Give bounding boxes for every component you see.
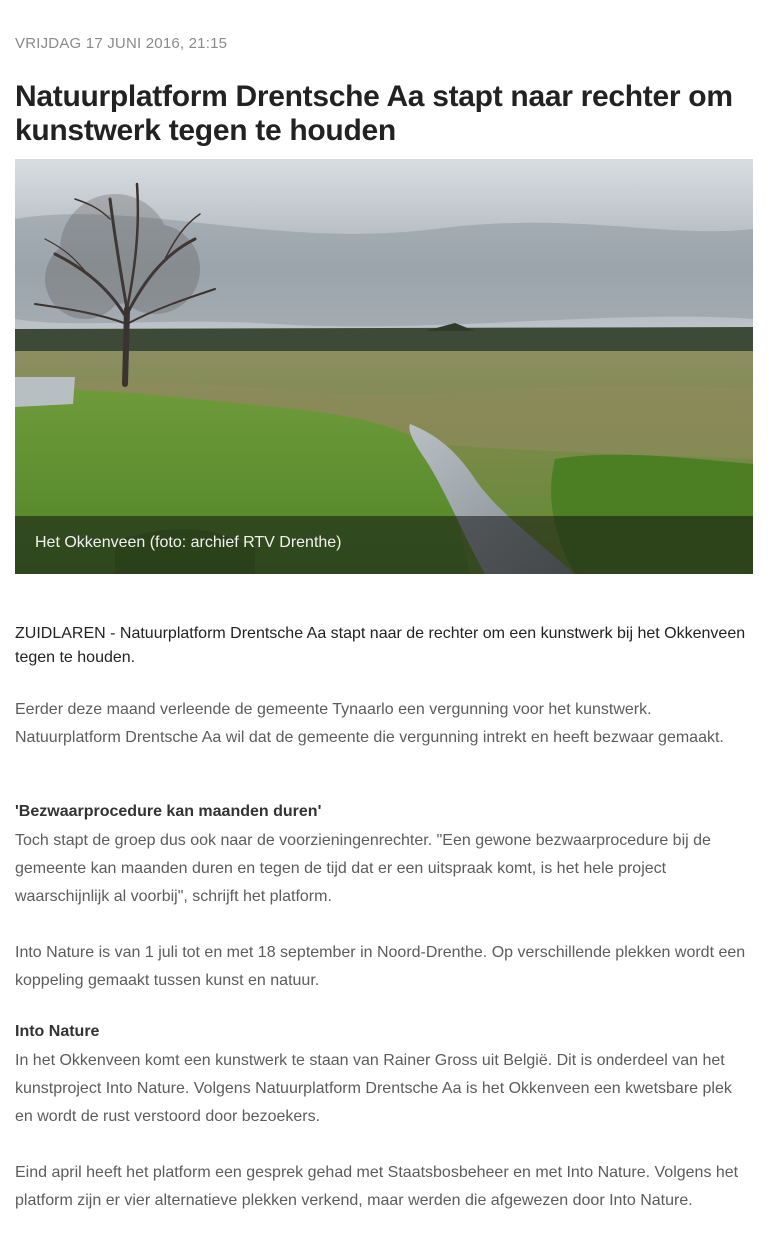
paragraph-3: Into Nature is van 1 juli tot en met 18 september in Noord-Drenthe. Op verschillende plekken wordt een koppeling gemaakt tussen kunst en natuur. <box>15 944 746 989</box>
paragraph-4: In het Okkenveen komt een kunstwerk te staan van Rainer Gross uit België. Dit is onderdeel van het kunstproject Into Nature. Volgens Natuurplatform Drentsche Aa is het Okkenveen een kwetsbare plek en wordt de rust verstoord door bezoekers. <box>15 1052 732 1125</box>
article-dateline: VRIJDAG 17 JUNI 2016, 21:15 <box>15 35 228 52</box>
paragraph-2: Toch stapt de groep dus ook naar de voorzieningenrechter. "Een gewone bezwaarprocedure bij de gemeente kan maanden duren en tegen de tijd dat er een uitspraak komt, is het hele project waarschijnlijk al voorbij", schrijft het platform. <box>15 832 711 905</box>
article-headline: Natuurplatform Drentsche Aa stapt naar rechter om kunstwerk tegen te houden <box>15 80 733 147</box>
image-caption: Het Okkenveen (foto: archief RTV Drenthe) <box>35 534 342 551</box>
article-photo[interactable] <box>15 159 753 574</box>
paragraph-1: Eerder deze maand verleende de gemeente Tynaarlo een vergunning voor het kunstwerk. Natuurplatform Drentsche Aa wil dat de gemeente die vergunning intrekt en heeft bezwaar gemaakt. <box>15 701 724 746</box>
subheading-2: Into Nature <box>15 1023 100 1040</box>
article-lead: ZUIDLAREN - Natuurplatform Drentsche Aa stapt naar de rechter om een kunstwerk bij het Okkenveen tegen te houden. <box>15 625 746 666</box>
subheading-1: 'Bezwaarprocedure kan maanden duren' <box>15 803 322 820</box>
landscape-photo <box>15 159 753 574</box>
paragraph-5: Eind april heeft het platform een gesprek gehad met Staatsbosbeheer en met Into Nature. Volgens het platform zijn er vier alternatieve plekken verkend, maar werden die afgewezen door Into Nature. <box>15 1164 739 1209</box>
caption-bar <box>15 516 753 574</box>
